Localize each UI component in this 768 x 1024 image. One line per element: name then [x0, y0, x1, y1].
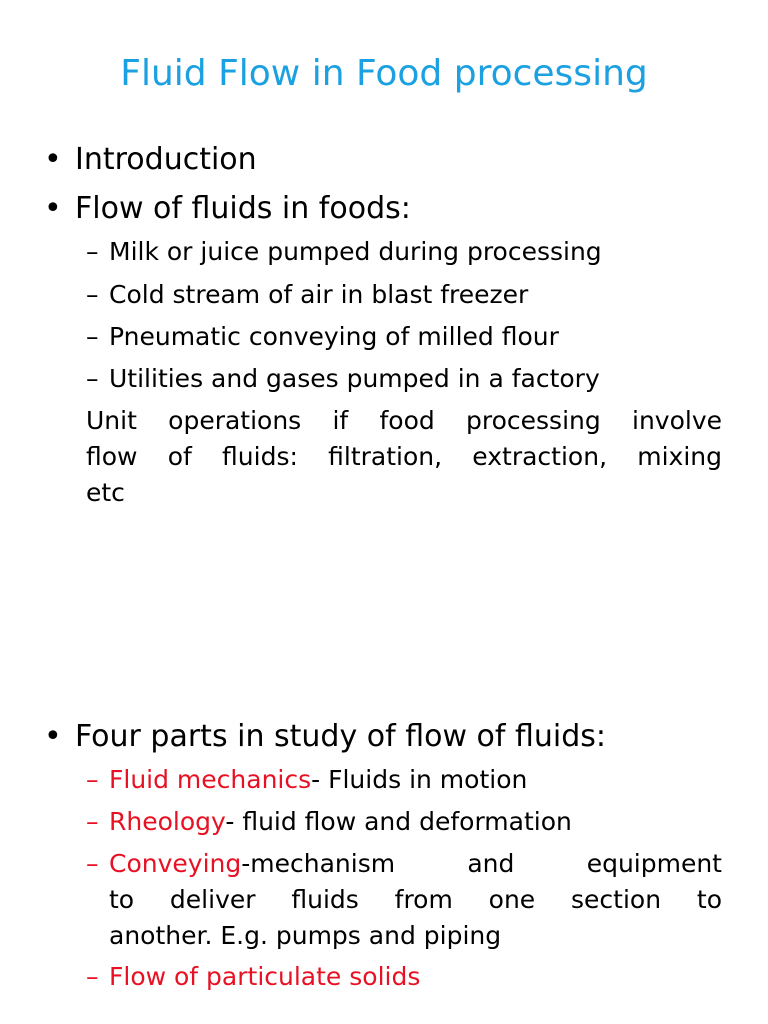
- dash-marker: –: [86, 807, 99, 836]
- conveying-line: to deliver fluids from one section to: [109, 885, 722, 914]
- sub-item-text: Utilities and gases pumped in a factory: [109, 364, 600, 393]
- part-conveying: [86, 846, 722, 954]
- dash-marker: –: [86, 962, 99, 991]
- bullet-flow-of-fluids: [44, 189, 734, 229]
- part-term: Fluid mechanics: [109, 765, 312, 794]
- bullet-introduction: [44, 140, 734, 180]
- bullet-text: Flow of fluids in foods:: [75, 191, 411, 226]
- sub-item-utilities: [86, 361, 722, 397]
- sub-item-pneumatic: [86, 319, 722, 355]
- part-description: -mechanism and equipment: [241, 849, 722, 878]
- paragraph-line: etc: [86, 478, 125, 507]
- part-fluid-mechanics: [86, 762, 722, 798]
- dash-marker: –: [86, 322, 99, 351]
- part-description: - fluid flow and deformation: [225, 807, 572, 836]
- conveying-line: [86, 846, 722, 882]
- bullet-text: Four parts in study of flow of fluids:: [75, 719, 606, 754]
- sub-item-milk-juice: [86, 234, 722, 270]
- dash-marker: –: [86, 280, 99, 309]
- dash-marker: –: [86, 364, 99, 393]
- bullet-text: Introduction: [75, 142, 257, 177]
- dash-marker: –: [86, 237, 99, 266]
- part-term: Flow of particulate solids: [109, 962, 421, 991]
- conveying-line: another. E.g. pumps and piping: [109, 921, 502, 950]
- slide-title: Fluid Flow in Food processing: [120, 53, 648, 94]
- bullet-dot: •: [44, 719, 62, 754]
- bullet-four-parts: [44, 717, 734, 757]
- part-term: Conveying: [109, 849, 242, 878]
- sub-item-text: Cold stream of air in blast freezer: [109, 280, 529, 309]
- unit-operations-paragraph: [86, 403, 722, 511]
- bullet-dot: •: [44, 142, 62, 177]
- dash-marker: –: [86, 765, 99, 794]
- paragraph-line: flow of fluids: filtration, extraction, mixing: [86, 442, 722, 471]
- sub-item-text: Pneumatic conveying of milled flour: [109, 322, 559, 351]
- bullet-dot: •: [44, 191, 62, 226]
- part-flow-particulate: [86, 959, 722, 995]
- sub-item-cold-stream: [86, 277, 722, 313]
- part-term: Rheology: [109, 807, 226, 836]
- dash-marker: –: [86, 849, 99, 878]
- part-description: - Fluids in motion: [311, 765, 528, 794]
- part-rheology: [86, 804, 722, 840]
- sub-item-text: Milk or juice pumped during processing: [109, 237, 602, 266]
- paragraph-line: Unit operations if food processing involve: [86, 406, 722, 435]
